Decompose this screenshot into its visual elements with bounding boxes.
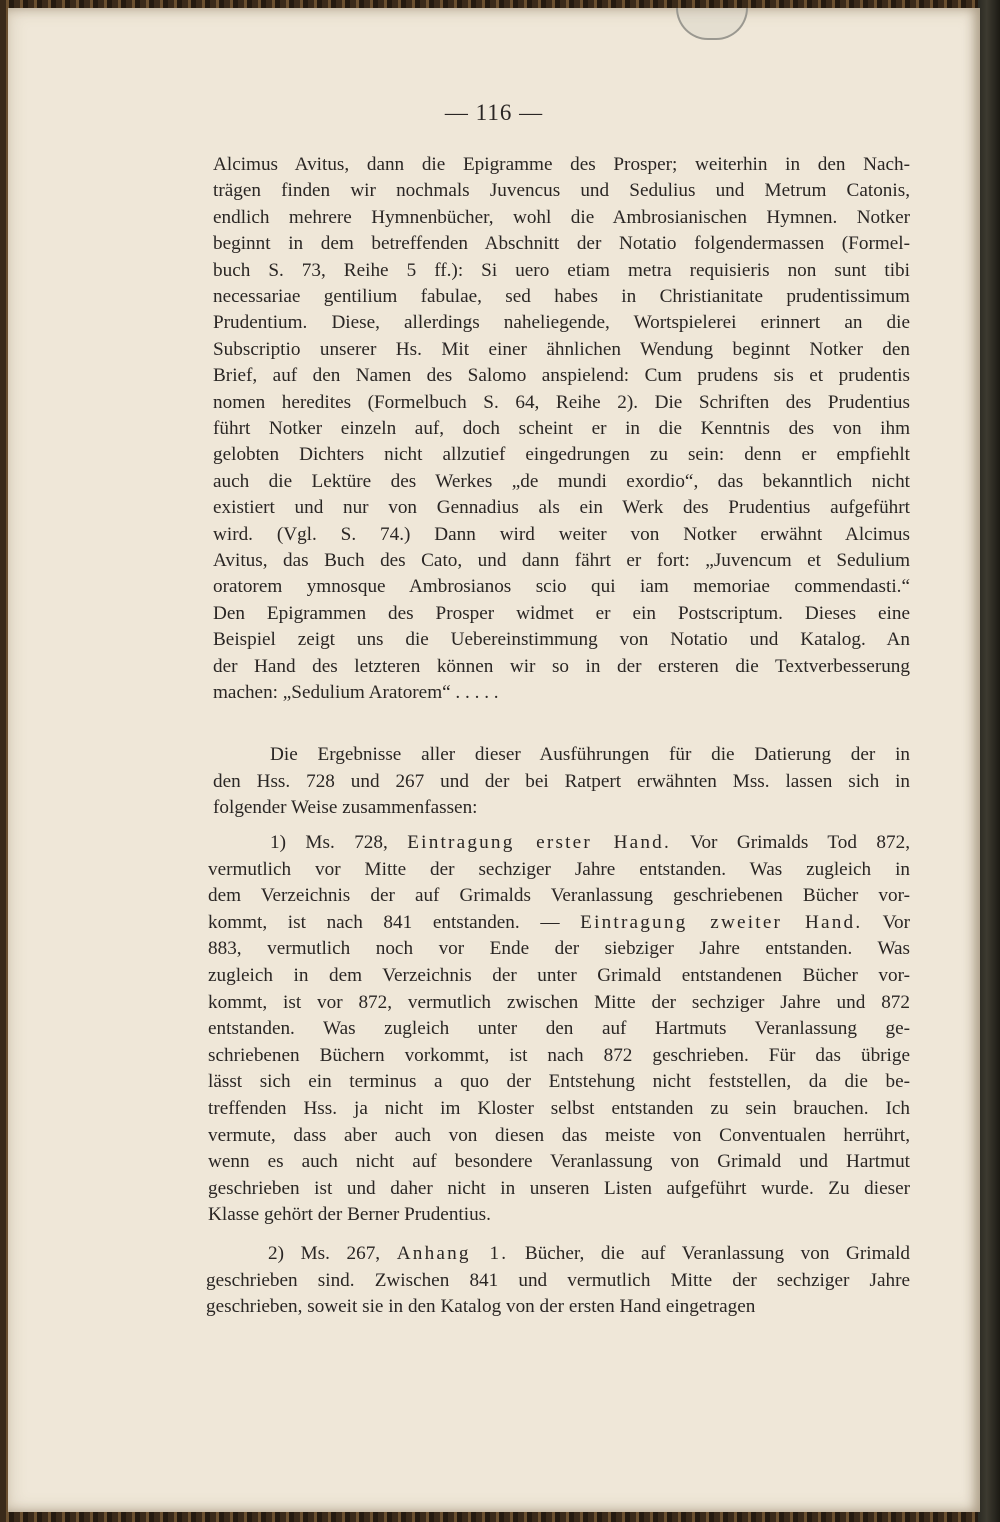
- text-line: geschrieben sind. Zwischen 841 und vermutlich Mitte der sechziger Jahre: [206, 1269, 910, 1291]
- text-line: vermutlich vor Mitte der sechziger Jahre entstanden. Was zugleich in: [208, 858, 910, 880]
- text-line: der Hand des letzteren können wir so in der ersteren die Textverbesserung: [213, 655, 910, 677]
- text-line: Prudentium. Diese, allerdings naheliegende, Wortspielerei erinnert an die: [213, 312, 910, 334]
- text-line: necessariae gentilium fabulae, sed habes in Christianitate prudentissimum: [213, 286, 910, 307]
- text-line: beginnt in dem betreffenden Abschnitt der Notatio folgendermassen (Formel-: [213, 233, 910, 255]
- text-line: dem Verzeichnis der auf Grimalds Veranlassung geschriebenen Bücher vor-: [208, 885, 910, 907]
- text-line: existiert und nur von Gennadius als ein Werk des Prudentius aufgeführt: [213, 497, 910, 519]
- text-line: treffenden Hss. ja nicht im Kloster selbst entstanden zu sein brauchen. Ich: [208, 1098, 910, 1119]
- text-line: Klasse gehört der Berner Prudentius.: [208, 1204, 491, 1226]
- text-line: 1) Ms. 728, Eintragung erster Hand. Vor Grimalds Tod 872,: [270, 832, 911, 853]
- text-line: Avitus, das Buch des Cato, und dann fährt er fort: „Juvencum et Sedulium: [213, 550, 910, 571]
- text-line: führt Notker einzeln auf, doch scheint er in die Kenntnis des von ihm: [213, 418, 910, 439]
- text-line: folgender Weise zusammenfassen:: [213, 797, 478, 818]
- text-line: machen: „Sedulium Aratorem“ . . . . .: [213, 682, 499, 703]
- text-line: oratorem ymnosque Ambrosianos scio qui iam memoriae commendasti.“: [213, 576, 910, 598]
- text-line: Subscriptio unserer Hs. Mit einer ähnlichen Wendung beginnt Notker den: [213, 338, 910, 360]
- text-line: den Hss. 728 und 267 und der bei Ratpert erwähnten Mss. lassen sich in: [213, 770, 910, 792]
- text-line: Beispiel zeigt uns die Uebereinstimmung von Notatio und Katalog. An: [213, 629, 910, 651]
- text-line: nomen heredites (Formelbuch S. 64, Reihe 2). Die Schriften des Prudentius: [213, 391, 910, 413]
- text-line: wird. (Vgl. S. 74.) Dann wird weiter von Notker erwähnt Alcimus: [213, 523, 910, 545]
- text-line: Die Ergebnisse aller dieser Ausführungen für die Datierung der in: [270, 744, 910, 765]
- text-line: vermute, dass aber auch von diesen das meiste von Conventualen herrührt,: [208, 1124, 910, 1146]
- book-page: [8, 8, 980, 1512]
- text-line: kommt, ist vor 872, vermutlich zwischen Mitte der sechziger Jahre und 872: [208, 991, 910, 1013]
- binding-edge: [978, 0, 1000, 1522]
- text-line: kommt, ist nach 841 entstanden. — Eintragung zweiter Hand. Vor: [208, 911, 910, 933]
- text-line: schriebenen Büchern vorkommt, ist nach 872 geschrieben. Für das übrige: [208, 1044, 910, 1066]
- text-line: Den Epigrammen des Prosper widmet er ein Postscriptum. Dieses eine: [213, 602, 910, 624]
- text-line: gelobten Dichters nicht allzutief eingedrungen zu sein: denn er empfiehlt: [213, 444, 910, 466]
- text-line: Brief, auf den Namen des Salomo anspielend: Cum prudens sis et prudentis: [213, 365, 910, 387]
- page-clip: [676, 8, 748, 40]
- text-line: Alcimus Avitus, dann die Epigramme des Prosper; weiterhin in den Nach-: [213, 154, 910, 175]
- text-line: geschrieben, soweit sie in den Katalog von der ersten Hand eingetragen: [206, 1296, 756, 1317]
- text-line: lässt sich ein terminus a quo der Entstehung nicht feststellen, da die be-: [208, 1071, 910, 1093]
- page-number: — 116 —: [444, 100, 544, 125]
- text-line: 883, vermutlich noch vor Ende der siebziger Jahre entstanden. Was: [208, 938, 910, 960]
- text-line: buch S. 73, Reihe 5 ff.): Si uero etiam metra requisieris non sunt tibi: [213, 259, 910, 281]
- text-line: endlich mehrere Hymnenbücher, wohl die Ambrosianischen Hymnen. Notker: [213, 206, 910, 228]
- text-line: entstanden. Was zugleich unter den auf Hartmuts Veranlassung ge-: [208, 1018, 910, 1040]
- text-line: auch die Lektüre des Werkes „de mundi exordio“, das bekanntlich nicht: [213, 470, 910, 492]
- text-line: 2) Ms. 267, Anhang 1. Bücher, die auf Veranlassung von Grimald: [268, 1243, 910, 1264]
- text-line: zugleich in dem Verzeichnis der unter Grimald entstandenen Bücher vor-: [208, 965, 910, 986]
- text-line: geschrieben ist und daher nicht in unseren Listen aufgeführt wurde. Zu dieser: [208, 1177, 910, 1199]
- text-line: wenn es auch nicht auf besondere Veranlassung von Grimald und Hartmut: [208, 1151, 910, 1173]
- text-line: trägen finden wir nochmals Juvencus und Sedulius und Metrum Catonis,: [213, 180, 910, 202]
